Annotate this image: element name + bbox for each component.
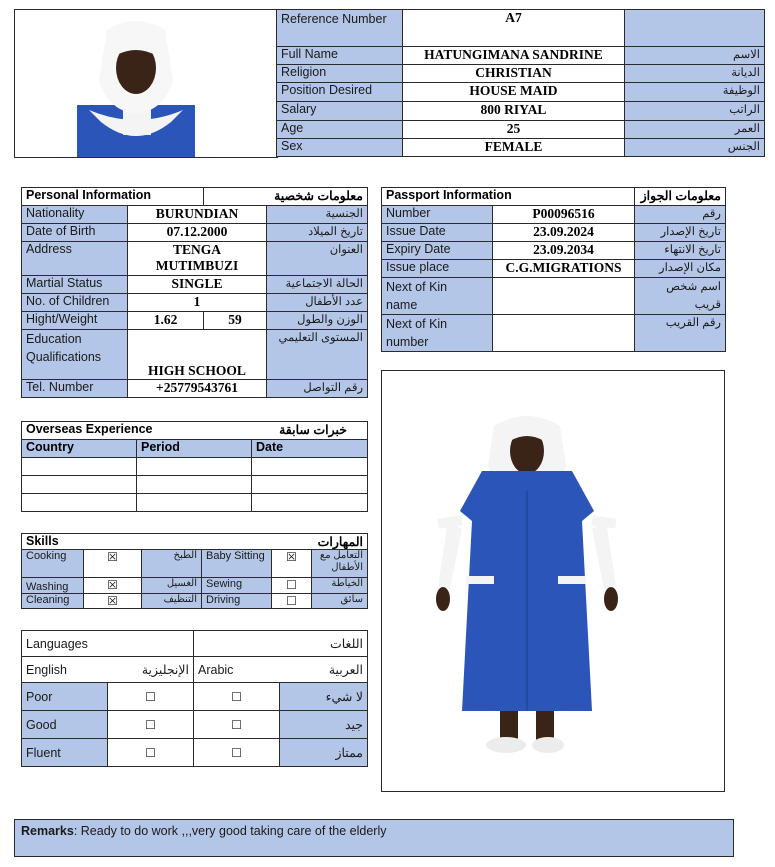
children-label: No. of Children — [22, 294, 128, 312]
height-value: 1.62 — [128, 312, 204, 330]
sex-label: Sex — [277, 139, 403, 157]
skills-table — [21, 533, 368, 609]
sex-ar: الجنس — [625, 139, 765, 157]
kin-name-ar-line-1: اسم شخص — [666, 281, 721, 293]
weight-value: 59 — [204, 312, 267, 330]
level-fluent-ar: ممتاز — [280, 739, 368, 767]
skill-row — [22, 578, 368, 594]
nationality-label: Nationality — [22, 206, 128, 224]
skills-title-ar: المهارات — [202, 534, 368, 550]
kin-name-value — [493, 278, 635, 315]
skill-driving-checkbox[interactable]: ☐ — [272, 594, 312, 609]
children-ar: عدد الأطفال — [267, 294, 368, 312]
skill-sewing-label: Sewing — [202, 578, 272, 594]
kin-number-value — [493, 315, 635, 352]
english-label: English — [22, 657, 108, 683]
full-name-value: HATUNGIMANA SANDRINE — [403, 47, 625, 65]
height-weight-ar: الوزن والطول — [267, 312, 368, 330]
english-poor-checkbox[interactable]: ☐ — [108, 683, 194, 711]
nationality-value: BURUNDIAN — [128, 206, 267, 224]
remarks-text: : Ready to do work ,,,very good taking care of the elderly — [73, 824, 387, 838]
education-label — [22, 330, 128, 380]
expiry-date-value: 23.09.2034 — [493, 242, 635, 260]
age-value: 25 — [403, 121, 625, 139]
personal-info-title-ar: معلومات شخصية — [204, 188, 368, 206]
nationality-ar: الجنسية — [267, 206, 368, 224]
religion-value: CHRISTIAN — [403, 65, 625, 83]
level-poor-ar: لا شيء — [280, 683, 368, 711]
religion-ar: الديانة — [625, 65, 765, 83]
table-row — [22, 458, 368, 476]
overseas-col-country: Country — [22, 440, 137, 458]
dob-ar: تاريخ الميلاد — [267, 224, 368, 242]
issue-place-ar: مكان الإصدار — [635, 260, 726, 278]
skill-cleaning-label: Cleaning — [22, 594, 84, 609]
address-line-1: TENGA — [172, 242, 221, 257]
salary-label: Salary — [277, 102, 403, 121]
skill-washing-label: Washing — [22, 578, 84, 594]
skill-cleaning-ar: التنظيف — [142, 594, 202, 609]
skill-row — [22, 550, 368, 578]
expiry-date-label: Expiry Date — [382, 242, 493, 260]
full-body-photo — [382, 371, 724, 791]
passport-info-title-ar: معلومات الجواز — [635, 188, 726, 206]
issue-place-value: C.G.MIGRATIONS — [493, 260, 635, 278]
position-label: Position Desired — [277, 83, 403, 102]
address-ar: العنوان — [267, 242, 368, 276]
skill-babysitting-ar-line-2: الأطفال — [331, 562, 364, 573]
languages-table — [21, 630, 368, 767]
age-ar: العمر — [625, 121, 765, 139]
english-label-ar: الإنجليزية — [108, 657, 194, 683]
passport-number-label: Number — [382, 206, 493, 224]
age-label: Age — [277, 121, 403, 139]
skills-title: Skills — [22, 534, 202, 550]
table-row — [22, 476, 368, 494]
full-body-photo-box — [381, 370, 725, 792]
skill-washing-ar: الغسيل — [142, 578, 202, 594]
language-level-row — [22, 739, 368, 767]
religion-label: Religion — [277, 65, 403, 83]
level-good-ar: جيد — [280, 711, 368, 739]
tel-value: +25779543761 — [128, 380, 267, 398]
personal-info-table — [21, 187, 368, 398]
salary-value: 800 RIYAL — [403, 102, 625, 121]
skill-washing-checkbox[interactable]: ☒ — [84, 578, 142, 594]
level-poor-label: Poor — [22, 683, 108, 711]
header-info-table — [276, 9, 765, 157]
skill-row — [22, 594, 368, 609]
arabic-label-ar: العربية — [280, 657, 368, 683]
skill-cooking-ar: الطبخ — [142, 550, 202, 578]
kin-number-ar: رقم القريب — [635, 315, 726, 352]
arabic-fluent-checkbox[interactable]: ☐ — [194, 739, 280, 767]
full-name-label: Full Name — [277, 47, 403, 65]
education-value: HIGH SCHOOL — [128, 330, 267, 380]
passport-number-ar: رقم — [635, 206, 726, 224]
languages-title-ar: اللغات — [194, 631, 368, 657]
marital-value: SINGLE — [128, 276, 267, 294]
skill-sewing-checkbox[interactable]: ☐ — [272, 578, 312, 594]
issue-place-label: Issue place — [382, 260, 493, 278]
skill-babysitting-label: Baby Sitting — [202, 550, 272, 578]
issue-date-value: 23.09.2024 — [493, 224, 635, 242]
children-value: 1 — [128, 294, 267, 312]
tel-ar: رقم التواصل — [267, 380, 368, 398]
dob-value: 07.12.2000 — [128, 224, 267, 242]
passport-number-value: P00096516 — [493, 206, 635, 224]
skill-cleaning-checkbox[interactable]: ☒ — [84, 594, 142, 609]
overseas-title: Overseas Experience — [22, 422, 252, 440]
reference-number-label: Reference Number — [277, 10, 403, 47]
skill-driving-ar: سائق — [312, 594, 368, 609]
address-value — [128, 242, 267, 276]
table-row — [22, 494, 368, 512]
kin-name-ar — [635, 278, 726, 315]
kin-number-label — [382, 315, 493, 352]
passport-info-table — [381, 187, 726, 352]
level-good-label: Good — [22, 711, 108, 739]
remarks-label: Remarks — [21, 824, 74, 838]
arabic-poor-checkbox[interactable]: ☐ — [194, 683, 280, 711]
skill-babysitting-ar — [312, 550, 368, 578]
tel-label: Tel. Number — [22, 380, 128, 398]
language-level-row — [22, 683, 368, 711]
portrait-photo — [15, 10, 277, 157]
level-fluent-label: Fluent — [22, 739, 108, 767]
skill-babysitting-checkbox[interactable]: ☒ — [272, 550, 312, 578]
kin-number-label-line-1: Next of Kin — [386, 317, 448, 331]
english-fluent-checkbox[interactable]: ☐ — [108, 739, 194, 767]
address-label: Address — [22, 242, 128, 276]
kin-name-label — [382, 278, 493, 315]
sex-value: FEMALE — [403, 139, 625, 157]
skill-cooking-checkbox[interactable]: ☒ — [84, 550, 142, 578]
marital-label: Martial Status — [22, 276, 128, 294]
full-name-ar: الاسم — [625, 47, 765, 65]
languages-title: Languages — [22, 631, 194, 657]
education-label-line-1: Education — [26, 332, 82, 346]
remarks-box — [14, 819, 734, 857]
education-label-line-2: Qualifications — [26, 350, 102, 364]
kin-name-ar-line-2: قريب — [694, 299, 721, 311]
issue-date-label: Issue Date — [382, 224, 493, 242]
education-ar: المستوى التعليمي — [267, 330, 368, 380]
portrait-photo-box — [14, 9, 278, 158]
salary-ar: الراتب — [625, 102, 765, 121]
overseas-title-ar: خبرات سابقة — [252, 422, 368, 440]
kin-number-label-line-2: number — [386, 335, 429, 349]
english-good-checkbox[interactable]: ☐ — [108, 711, 194, 739]
position-ar: الوظيفة — [625, 83, 765, 102]
skill-sewing-ar: الخياطة — [312, 578, 368, 594]
dob-label: Date of Birth — [22, 224, 128, 242]
issue-date-ar: تاريخ الإصدار — [635, 224, 726, 242]
skill-cooking-label: Cooking — [22, 550, 84, 578]
address-line-2: MUTIMBUZI — [155, 258, 239, 273]
kin-name-label-line-1: Next of Kin — [386, 280, 448, 294]
overseas-experience-table — [21, 421, 368, 512]
height-weight-label: Hight/Weight — [22, 312, 128, 330]
marital-ar: الحالة الاجتماعية — [267, 276, 368, 294]
passport-info-title: Passport Information — [382, 188, 635, 206]
skill-driving-label: Driving — [202, 594, 272, 609]
overseas-col-date: Date — [252, 440, 368, 458]
position-value: HOUSE MAID — [403, 83, 625, 102]
arabic-good-checkbox[interactable]: ☐ — [194, 711, 280, 739]
overseas-col-period: Period — [137, 440, 252, 458]
language-level-row — [22, 711, 368, 739]
reference-number-value: A7 — [403, 10, 625, 47]
skill-babysitting-ar-line-1: التعامل مع — [319, 550, 364, 561]
arabic-label: Arabic — [194, 657, 280, 683]
kin-name-label-line-2: name — [386, 298, 418, 312]
personal-info-title: Personal Information — [22, 188, 204, 206]
expiry-date-ar: تاريخ الانتهاء — [635, 242, 726, 260]
